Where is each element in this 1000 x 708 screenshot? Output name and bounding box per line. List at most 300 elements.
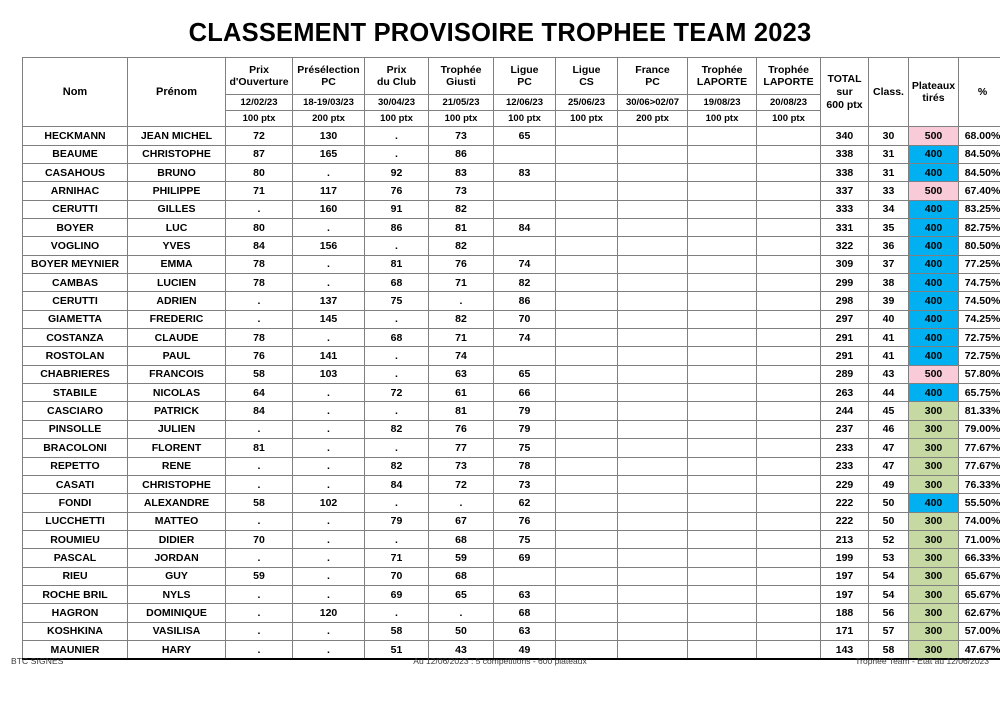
cell-score-c3: 68	[365, 274, 429, 292]
cell-percent: 74.75%	[959, 274, 1000, 292]
table-row	[23, 145, 1000, 163]
cell-score-c1: 87	[226, 145, 293, 163]
footer-summary: Au 12/06/2023 : 5 compétitions - 600 plateaux	[413, 656, 587, 666]
cell-class: 43	[869, 365, 909, 383]
cell-score-c4: 81	[429, 402, 494, 420]
cell-nom: CASAHOUS	[23, 164, 128, 182]
cell-score-c3: .	[365, 310, 429, 328]
cell-nom: COSTANZA	[23, 329, 128, 347]
cell-nom: CERUTTI	[23, 292, 128, 310]
cell-total: 291	[821, 329, 869, 347]
cell-total: 298	[821, 292, 869, 310]
cell-score-c2: .	[293, 475, 365, 493]
cell-score-c6	[556, 604, 618, 622]
cell-score-c6	[556, 549, 618, 567]
cell-total: 338	[821, 145, 869, 163]
cell-score-c4: 71	[429, 274, 494, 292]
cell-class: 53	[869, 549, 909, 567]
cell-prenom: NICOLAS	[128, 384, 226, 402]
cell-class: 47	[869, 457, 909, 475]
table-row	[23, 200, 1000, 218]
cell-plateaux: 400	[909, 310, 959, 328]
cell-score-c4: .	[429, 494, 494, 512]
cell-score-c8	[688, 255, 757, 273]
cell-score-c9	[757, 219, 821, 237]
cell-nom: KOSHKINA	[23, 622, 128, 640]
cell-score-c8	[688, 384, 757, 402]
cell-score-c8	[688, 182, 757, 200]
cell-score-c8	[688, 420, 757, 438]
cell-total: 297	[821, 310, 869, 328]
column-header-nom: Nom	[23, 58, 128, 127]
cell-class: 33	[869, 182, 909, 200]
cell-percent: 77.25%	[959, 255, 1000, 273]
cell-prenom: CLAUDE	[128, 329, 226, 347]
cell-prenom: ADRIEN	[128, 292, 226, 310]
cell-score-c7	[618, 310, 688, 328]
cell-plateaux: 500	[909, 365, 959, 383]
cell-score-c3: 84	[365, 475, 429, 493]
table-row	[23, 512, 1000, 530]
cell-score-c6	[556, 530, 618, 548]
cell-class: 41	[869, 329, 909, 347]
cell-score-c3: .	[365, 347, 429, 365]
cell-score-c8	[688, 219, 757, 237]
cell-prenom: FRANCOIS	[128, 365, 226, 383]
cell-plateaux: 400	[909, 145, 959, 163]
cell-plateaux: 400	[909, 347, 959, 365]
table-row	[23, 255, 1000, 273]
column-points-c2: 200 ptx	[293, 111, 365, 127]
cell-prenom: FREDERIC	[128, 310, 226, 328]
cell-score-c3: 92	[365, 164, 429, 182]
cell-class: 40	[869, 310, 909, 328]
cell-score-c5: 84	[494, 219, 556, 237]
cell-score-c6	[556, 237, 618, 255]
cell-score-c9	[757, 145, 821, 163]
cell-score-c6	[556, 512, 618, 530]
cell-score-c2: .	[293, 219, 365, 237]
cell-nom: CAMBAS	[23, 274, 128, 292]
cell-score-c8	[688, 512, 757, 530]
cell-percent: 74.25%	[959, 310, 1000, 328]
cell-score-c2: .	[293, 512, 365, 530]
cell-score-c4: 67	[429, 512, 494, 530]
cell-prenom: LUC	[128, 219, 226, 237]
cell-nom: CASCIARO	[23, 402, 128, 420]
cell-score-c2: .	[293, 640, 365, 659]
table-row	[23, 585, 1000, 603]
cell-score-c7	[618, 219, 688, 237]
cell-nom: BOYER MEYNIER	[23, 255, 128, 273]
cell-score-c2: 103	[293, 365, 365, 383]
cell-score-c5: 79	[494, 402, 556, 420]
cell-class: 31	[869, 164, 909, 182]
cell-score-c8	[688, 402, 757, 420]
cell-score-c2: .	[293, 567, 365, 585]
cell-total: 340	[821, 127, 869, 145]
cell-score-c6	[556, 567, 618, 585]
column-points-c1: 100 ptx	[226, 111, 293, 127]
cell-score-c6	[556, 439, 618, 457]
cell-prenom: FLORENT	[128, 439, 226, 457]
table-row	[23, 164, 1000, 182]
cell-score-c7	[618, 622, 688, 640]
cell-score-c3: 82	[365, 457, 429, 475]
column-header-c6: Ligue CS	[556, 58, 618, 95]
cell-score-c9	[757, 567, 821, 585]
cell-prenom: GUY	[128, 567, 226, 585]
cell-plateaux: 400	[909, 164, 959, 182]
cell-score-c3: .	[365, 365, 429, 383]
cell-score-c6	[556, 292, 618, 310]
cell-score-c2: .	[293, 530, 365, 548]
cell-score-c4: 43	[429, 640, 494, 659]
cell-percent: 55.50%	[959, 494, 1000, 512]
cell-total: 143	[821, 640, 869, 659]
cell-plateaux: 300	[909, 439, 959, 457]
cell-score-c2: 160	[293, 200, 365, 218]
cell-score-c4: 83	[429, 164, 494, 182]
cell-score-c7	[618, 494, 688, 512]
cell-score-c4: 77	[429, 439, 494, 457]
cell-score-c4: 82	[429, 200, 494, 218]
column-header-c9: Trophée LAPORTE	[757, 58, 821, 95]
cell-class: 35	[869, 219, 909, 237]
cell-score-c2: .	[293, 439, 365, 457]
cell-percent: 65.67%	[959, 585, 1000, 603]
cell-total: 333	[821, 200, 869, 218]
cell-score-c9	[757, 292, 821, 310]
cell-percent: 82.75%	[959, 219, 1000, 237]
cell-score-c4: 63	[429, 365, 494, 383]
cell-score-c5: 75	[494, 439, 556, 457]
cell-score-c9	[757, 274, 821, 292]
cell-score-c6	[556, 457, 618, 475]
cell-score-c1: .	[226, 420, 293, 438]
cell-score-c6	[556, 310, 618, 328]
cell-score-c8	[688, 475, 757, 493]
cell-score-c5: 76	[494, 512, 556, 530]
cell-score-c3: 68	[365, 329, 429, 347]
cell-plateaux: 400	[909, 274, 959, 292]
table-row	[23, 127, 1000, 145]
cell-score-c4: 82	[429, 237, 494, 255]
cell-score-c2: 137	[293, 292, 365, 310]
cell-score-c8	[688, 439, 757, 457]
cell-nom: RIEU	[23, 567, 128, 585]
cell-nom: HAGRON	[23, 604, 128, 622]
cell-score-c4: 86	[429, 145, 494, 163]
cell-score-c9	[757, 475, 821, 493]
column-points-c4: 100 ptx	[429, 111, 494, 127]
table-body	[23, 127, 1000, 659]
cell-score-c1: 58	[226, 365, 293, 383]
cell-total: 197	[821, 585, 869, 603]
cell-score-c9	[757, 457, 821, 475]
cell-score-c5	[494, 237, 556, 255]
cell-score-c5: 49	[494, 640, 556, 659]
cell-score-c4: 50	[429, 622, 494, 640]
cell-score-c5	[494, 567, 556, 585]
cell-score-c4: 76	[429, 420, 494, 438]
table-row	[23, 365, 1000, 383]
cell-score-c8	[688, 365, 757, 383]
cell-class: 30	[869, 127, 909, 145]
cell-nom: CERUTTI	[23, 200, 128, 218]
cell-score-c1: 72	[226, 127, 293, 145]
cell-plateaux: 400	[909, 237, 959, 255]
page-title: CLASSEMENT PROVISOIRE TROPHEE TEAM 2023	[188, 19, 812, 47]
cell-score-c4: .	[429, 604, 494, 622]
cell-score-c2: 120	[293, 604, 365, 622]
cell-percent: 74.00%	[959, 512, 1000, 530]
cell-nom: BOYER	[23, 219, 128, 237]
column-header-class: Class.	[869, 58, 909, 127]
cell-class: 37	[869, 255, 909, 273]
cell-nom: BEAUME	[23, 145, 128, 163]
table-row	[23, 402, 1000, 420]
cell-prenom: DOMINIQUE	[128, 604, 226, 622]
cell-plateaux: 300	[909, 457, 959, 475]
cell-class: 34	[869, 200, 909, 218]
cell-score-c6	[556, 384, 618, 402]
cell-score-c5: 66	[494, 384, 556, 402]
cell-plateaux: 300	[909, 640, 959, 659]
column-date-c3: 30/04/23	[365, 95, 429, 111]
cell-plateaux: 500	[909, 127, 959, 145]
cell-score-c9	[757, 365, 821, 383]
cell-nom: HECKMANN	[23, 127, 128, 145]
cell-score-c4: 65	[429, 585, 494, 603]
cell-score-c2: .	[293, 402, 365, 420]
column-header-c1: Prix d'Ouverture	[226, 58, 293, 95]
table-row	[23, 274, 1000, 292]
cell-nom: FONDI	[23, 494, 128, 512]
cell-score-c8	[688, 310, 757, 328]
cell-score-c5: 70	[494, 310, 556, 328]
cell-percent: 84.50%	[959, 145, 1000, 163]
cell-score-c5: 86	[494, 292, 556, 310]
cell-score-c5: 65	[494, 365, 556, 383]
cell-score-c6	[556, 219, 618, 237]
cell-score-c5: 78	[494, 457, 556, 475]
cell-score-c5: 75	[494, 530, 556, 548]
cell-total: 222	[821, 512, 869, 530]
cell-prenom: ALEXANDRE	[128, 494, 226, 512]
cell-score-c1: 59	[226, 567, 293, 585]
cell-prenom: MATTEO	[128, 512, 226, 530]
cell-score-c9	[757, 182, 821, 200]
column-points-c3: 100 ptx	[365, 111, 429, 127]
cell-prenom: YVES	[128, 237, 226, 255]
cell-score-c9	[757, 127, 821, 145]
cell-score-c1: 80	[226, 219, 293, 237]
cell-class: 31	[869, 145, 909, 163]
cell-nom: ARNIHAC	[23, 182, 128, 200]
cell-score-c9	[757, 200, 821, 218]
cell-score-c2: 145	[293, 310, 365, 328]
cell-score-c3: 58	[365, 622, 429, 640]
cell-score-c3: .	[365, 439, 429, 457]
cell-score-c2: .	[293, 329, 365, 347]
table-row	[23, 219, 1000, 237]
cell-percent: 72.75%	[959, 329, 1000, 347]
cell-prenom: VASILISA	[128, 622, 226, 640]
cell-total: 291	[821, 347, 869, 365]
cell-percent: 81.33%	[959, 402, 1000, 420]
cell-score-c8	[688, 457, 757, 475]
column-header-pct: %	[959, 58, 1000, 127]
cell-prenom: GILLES	[128, 200, 226, 218]
cell-score-c8	[688, 329, 757, 347]
cell-percent: 72.75%	[959, 347, 1000, 365]
cell-class: 36	[869, 237, 909, 255]
cell-score-c2: .	[293, 457, 365, 475]
cell-percent: 77.67%	[959, 439, 1000, 457]
cell-score-c4: .	[429, 292, 494, 310]
cell-percent: 68.00%	[959, 127, 1000, 145]
cell-score-c7	[618, 182, 688, 200]
cell-score-c1: 70	[226, 530, 293, 548]
cell-score-c1: .	[226, 475, 293, 493]
table-row	[23, 567, 1000, 585]
cell-percent: 65.75%	[959, 384, 1000, 402]
cell-total: 213	[821, 530, 869, 548]
cell-score-c3: 79	[365, 512, 429, 530]
column-points-c6: 100 ptx	[556, 111, 618, 127]
cell-total: 171	[821, 622, 869, 640]
cell-class: 58	[869, 640, 909, 659]
cell-score-c8	[688, 127, 757, 145]
cell-score-c4: 59	[429, 549, 494, 567]
table-row	[23, 494, 1000, 512]
cell-score-c9	[757, 530, 821, 548]
cell-nom: VOGLINO	[23, 237, 128, 255]
cell-score-c6	[556, 402, 618, 420]
cell-score-c5	[494, 200, 556, 218]
cell-score-c3: 70	[365, 567, 429, 585]
cell-percent: 47.67%	[959, 640, 1000, 659]
cell-score-c1: .	[226, 622, 293, 640]
cell-total: 338	[821, 164, 869, 182]
cell-score-c1: .	[226, 585, 293, 603]
column-header-prenom: Prénom	[128, 58, 226, 127]
cell-score-c4: 72	[429, 475, 494, 493]
cell-total: 237	[821, 420, 869, 438]
cell-class: 50	[869, 494, 909, 512]
cell-class: 46	[869, 420, 909, 438]
cell-score-c3: 86	[365, 219, 429, 237]
cell-nom: PASCAL	[23, 549, 128, 567]
cell-plateaux: 300	[909, 512, 959, 530]
cell-prenom: PAUL	[128, 347, 226, 365]
cell-score-c6	[556, 127, 618, 145]
cell-score-c6	[556, 585, 618, 603]
cell-score-c2: .	[293, 255, 365, 273]
cell-plateaux: 300	[909, 549, 959, 567]
cell-total: 233	[821, 439, 869, 457]
cell-score-c6	[556, 329, 618, 347]
cell-prenom: JORDAN	[128, 549, 226, 567]
cell-score-c1: 76	[226, 347, 293, 365]
cell-prenom: RENE	[128, 457, 226, 475]
table-row	[23, 292, 1000, 310]
cell-score-c9	[757, 622, 821, 640]
cell-nom: ROUMIEU	[23, 530, 128, 548]
cell-score-c5: 65	[494, 127, 556, 145]
cell-score-c7	[618, 145, 688, 163]
cell-score-c2: 102	[293, 494, 365, 512]
column-header-c2: Présélection PC	[293, 58, 365, 95]
table-row	[23, 329, 1000, 347]
column-date-c7: 30/06>02/07	[618, 95, 688, 111]
cell-percent: 74.50%	[959, 292, 1000, 310]
cell-score-c1: 71	[226, 182, 293, 200]
column-date-c2: 18-19/03/23	[293, 95, 365, 111]
footer-club-name: BTC SIGNES	[11, 656, 64, 666]
cell-score-c6	[556, 274, 618, 292]
cell-score-c1: .	[226, 512, 293, 530]
cell-total: 309	[821, 255, 869, 273]
cell-score-c9	[757, 310, 821, 328]
cell-nom: CHABRIERES	[23, 365, 128, 383]
cell-score-c7	[618, 274, 688, 292]
table-row	[23, 347, 1000, 365]
cell-score-c8	[688, 604, 757, 622]
cell-score-c6	[556, 145, 618, 163]
cell-nom: STABILE	[23, 384, 128, 402]
cell-score-c3: 69	[365, 585, 429, 603]
column-date-c6: 25/06/23	[556, 95, 618, 111]
cell-nom: GIAMETTA	[23, 310, 128, 328]
table-row	[23, 604, 1000, 622]
cell-score-c2: .	[293, 274, 365, 292]
cell-score-c3: .	[365, 402, 429, 420]
cell-score-c6	[556, 255, 618, 273]
cell-score-c8	[688, 200, 757, 218]
cell-score-c1: 81	[226, 439, 293, 457]
cell-percent: 67.40%	[959, 182, 1000, 200]
cell-score-c8	[688, 237, 757, 255]
cell-score-c1: .	[226, 604, 293, 622]
cell-score-c2: .	[293, 384, 365, 402]
cell-score-c2: .	[293, 164, 365, 182]
cell-score-c3: 82	[365, 420, 429, 438]
cell-plateaux: 400	[909, 329, 959, 347]
cell-score-c4: 81	[429, 219, 494, 237]
cell-score-c1: 84	[226, 402, 293, 420]
table-row	[23, 182, 1000, 200]
cell-score-c6	[556, 200, 618, 218]
cell-percent: 57.80%	[959, 365, 1000, 383]
cell-score-c8	[688, 274, 757, 292]
cell-class: 49	[869, 475, 909, 493]
cell-class: 47	[869, 439, 909, 457]
cell-score-c7	[618, 200, 688, 218]
cell-score-c4: 82	[429, 310, 494, 328]
cell-percent: 65.67%	[959, 567, 1000, 585]
cell-percent: 80.50%	[959, 237, 1000, 255]
cell-score-c2: .	[293, 420, 365, 438]
cell-percent: 77.67%	[959, 457, 1000, 475]
cell-plateaux: 300	[909, 622, 959, 640]
cell-score-c4: 71	[429, 329, 494, 347]
cell-plateaux: 500	[909, 182, 959, 200]
cell-score-c5: 63	[494, 585, 556, 603]
cell-percent: 84.50%	[959, 164, 1000, 182]
column-points-c9: 100 ptx	[757, 111, 821, 127]
